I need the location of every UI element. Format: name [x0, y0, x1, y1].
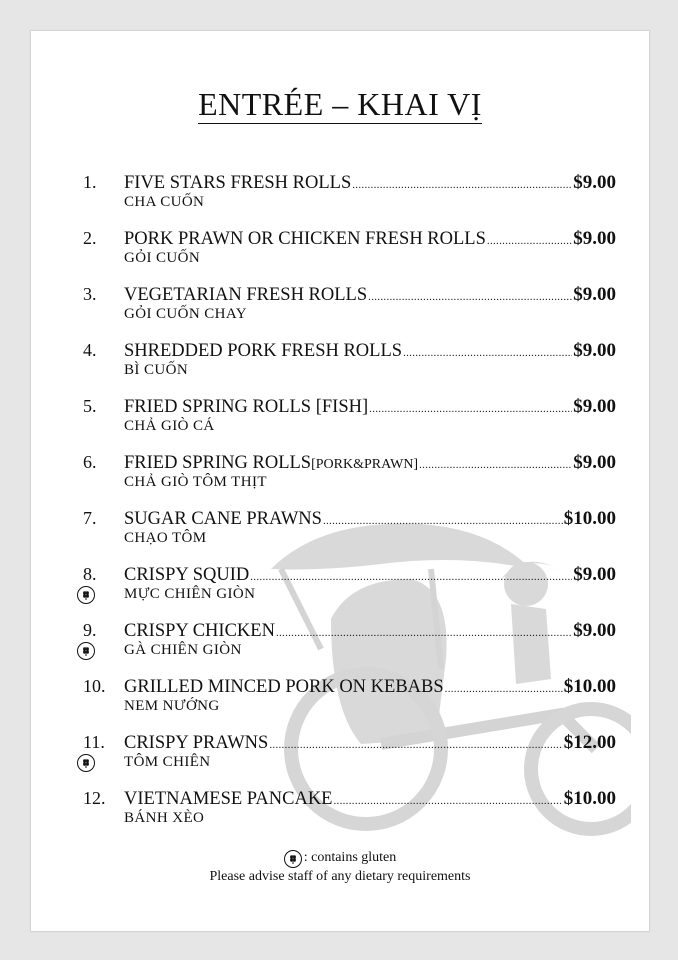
item-name-line — [124, 340, 616, 362]
menu-item — [31, 340, 649, 396]
item-price: $9.00 — [573, 284, 616, 305]
item-name: GRILLED MINCED PORK ON KEBABS — [124, 677, 444, 697]
item-name-line — [124, 228, 616, 250]
item-number: 9. — [83, 620, 97, 640]
dot-leader — [369, 396, 572, 412]
item-price: $12.00 — [563, 732, 616, 753]
item-name: CRISPY PRAWNS — [124, 733, 269, 753]
item-price: $9.00 — [573, 564, 616, 585]
item-number: 8. — [83, 564, 97, 584]
item-number: 11. — [83, 732, 105, 752]
dot-leader — [487, 228, 572, 244]
item-price: $9.00 — [573, 396, 616, 417]
item-vietnamese-name: BÁNH XÈO — [124, 810, 205, 826]
dot-leader — [276, 620, 572, 636]
page-title — [31, 86, 649, 123]
dot-leader — [368, 284, 572, 300]
item-vietnamese-name: GỎI CUỐN — [124, 250, 201, 266]
item-vietnamese-name: GỎI CUỐN CHAY — [124, 306, 247, 322]
item-vietnamese-name: NEM NƯỚNG — [124, 698, 220, 714]
item-name-line — [124, 564, 616, 586]
item-number: 4. — [83, 340, 97, 360]
item-number: 10. — [83, 676, 106, 696]
item-name-line — [124, 172, 616, 194]
menu-page — [30, 30, 650, 932]
item-price: $9.00 — [573, 172, 616, 193]
dot-leader — [323, 508, 563, 524]
menu-item — [31, 228, 649, 284]
menu-item — [31, 564, 649, 620]
dot-leader — [250, 564, 572, 580]
item-vietnamese-name: CHẠO TÔM — [124, 530, 207, 546]
menu-item — [31, 452, 649, 508]
item-price: $9.00 — [573, 340, 616, 361]
item-name: CRISPY SQUID — [124, 565, 250, 585]
item-number: 1. — [83, 172, 97, 192]
wheat-icon — [77, 642, 95, 660]
menu-item — [31, 788, 649, 844]
gluten-legend — [31, 849, 649, 868]
item-name: SHREDDED PORK FRESH ROLLS — [124, 341, 403, 361]
item-name-line — [124, 732, 616, 754]
dot-leader — [445, 676, 563, 692]
item-number: 12. — [83, 788, 106, 808]
item-number: 7. — [83, 508, 97, 528]
item-number: 5. — [83, 396, 97, 416]
menu-item — [31, 732, 649, 788]
dot-leader — [333, 788, 562, 804]
item-vietnamese-name: MỰC CHIÊN GIÒN — [124, 586, 256, 602]
item-price: $10.00 — [563, 788, 616, 809]
menu-item — [31, 172, 649, 228]
gluten-legend-text: : contains gluten — [303, 850, 397, 865]
item-price: $9.00 — [573, 452, 616, 473]
dot-leader — [403, 340, 572, 356]
dot-leader — [419, 452, 572, 468]
dietary-note: Please advise staff of any dietary requirements — [209, 869, 471, 884]
item-number: 3. — [83, 284, 97, 304]
item-vietnamese-name: CHẢ GIÒ CÁ — [124, 418, 215, 434]
item-name-line — [124, 676, 616, 698]
item-name: FRIED SPRING ROLLS — [124, 453, 312, 473]
item-vietnamese-name: BÌ CUỐN — [124, 362, 189, 378]
item-name: VEGETARIAN FRESH ROLLS — [124, 285, 368, 305]
item-name: SUGAR CANE PRAWNS — [124, 509, 322, 529]
item-vietnamese-name: GÀ CHIÊN GIÒN — [124, 642, 242, 658]
item-number: 6. — [83, 452, 97, 472]
item-name-line — [124, 452, 616, 474]
menu-item — [31, 676, 649, 732]
item-name-line — [124, 508, 616, 530]
wheat-icon — [284, 850, 302, 868]
item-name: VIETNAMESE PANCAKE — [124, 789, 333, 809]
item-name-line — [124, 620, 616, 642]
page-title-text: ENTRÉE – KHAI VỊ — [198, 86, 482, 122]
item-name: FIVE STARS FRESH ROLLS — [124, 173, 352, 193]
item-name: FRIED SPRING ROLLS [FISH] — [124, 397, 369, 417]
dot-leader — [269, 732, 562, 748]
wheat-icon — [77, 586, 95, 604]
menu-item — [31, 284, 649, 340]
menu-item — [31, 396, 649, 452]
menu-item — [31, 620, 649, 676]
item-price: $9.00 — [573, 620, 616, 641]
item-name-suffix: [PORK&PRAWN] — [311, 457, 419, 472]
item-name-line — [124, 284, 616, 306]
wheat-icon — [77, 754, 95, 772]
dot-leader — [352, 172, 572, 188]
item-price: $9.00 — [573, 228, 616, 249]
item-price: $10.00 — [563, 676, 616, 697]
footer — [31, 849, 649, 885]
item-vietnamese-name: TÔM CHIÊN — [124, 754, 211, 770]
menu-item-list — [31, 172, 649, 844]
item-name-line — [124, 396, 616, 418]
item-number: 2. — [83, 228, 97, 248]
item-name: CRISPY CHICKEN — [124, 621, 275, 641]
menu-item — [31, 508, 649, 564]
item-name-line — [124, 788, 616, 810]
item-vietnamese-name: CHA CUỐN — [124, 194, 205, 210]
item-name: PORK PRAWN OR CHICKEN FRESH ROLLS — [124, 229, 486, 249]
item-price: $10.00 — [563, 508, 616, 529]
item-vietnamese-name: CHẢ GIÒ TÔM THỊT — [124, 474, 267, 490]
